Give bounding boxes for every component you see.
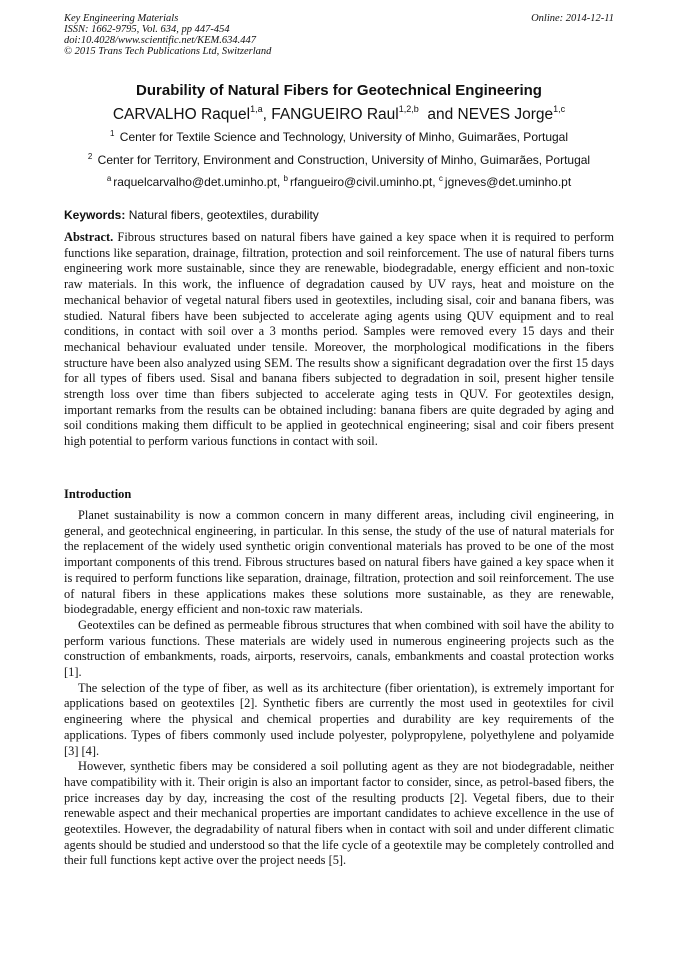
email-superscript: a [106, 174, 112, 183]
author-superscript: 1,c [553, 104, 566, 114]
journal-name: Key Engineering Materials [64, 13, 179, 24]
doi-line[interactable]: doi:10.4028/www.scientific.net/KEM.634.447 [64, 35, 256, 46]
affiliation-text: Center for Textile Science and Technology, University of Minho, Guimarães, Portugal [119, 130, 569, 144]
author-superscript: 1,a [250, 104, 263, 114]
author-superscript: 1,2,b [398, 104, 419, 114]
keywords-text: Natural fibers, geotextiles, durability [128, 208, 319, 222]
affiliation-text: Center for Territory, Environment and Construction, University of Minho, Guimarães, Portugal [97, 153, 591, 167]
email-line [0, 174, 678, 189]
issn-line: ISSN: 1662-9795, Vol. 634, pp 447-454 [64, 24, 230, 35]
paragraph: Planet sustainability is now a common concern in many different areas, including civil engineering, in general, and geotechnical engineering, in particular. In this sense, the study of the use of natural materials for the replacement of the widely used synthetic origin conventional materials has proved to be one of the most important components of this trend. Fibrous structures based on natural fibers have gained a key space when it is required to perform functions like separation, drainage, filtration, protection and soil reinforcement. The use of natural fibers in these applications makes these solutions more sustainable, as they are renewable, biodegradable, energy efficient and non-toxic raw materials. [64, 508, 614, 617]
affiliation-superscript: 1 [109, 129, 115, 138]
email-address[interactable]: jgneves@det.uminho.pt [444, 175, 572, 189]
affiliation-1 [0, 129, 678, 144]
abstract-label: Abstract. [64, 230, 114, 244]
introduction-heading: Introduction [64, 487, 132, 501]
affiliation-2 [0, 152, 678, 167]
affiliation-superscript: 2 [87, 152, 93, 161]
email-superscript: b [283, 174, 288, 183]
introduction-body [64, 508, 614, 869]
abstract [64, 230, 614, 450]
journal-header [64, 13, 271, 57]
paragraph: However, synthetic fibers may be considered a soil polluting agent as they are not biodegradable, neither have compatibility with it. Their origin is also an important factor to consider, since, as petrol-based fibers, the price increases day by day, increasing the cost of the resulting products [2]. Vegetal fibers, due to their renewable aspect and their mechanical properties are important candidates to achieve excellence in the use of geotextiles. However, the degradability of natural fibers when in contact with soil and under different climatic agents should be studied and understood so that the life cycle of a geotextile may be completely controlled and their full functions kept active over the project needs [5]. [64, 759, 614, 868]
author-list [0, 104, 678, 124]
abstract-text: Fibrous structures based on natural fibers have gained a key space when it is required to perform functions like separation, drainage, filtration, protection and soil reinforcement. The use of natural fibers turns engineering work more sustainable, since they are renewable, biodegradable, energy efficient and non-toxic raw materials. In this work, the influence of degradation caused by UV rays, heat and moisture on the mechanical behavior of vegetal natural fibers used in geotextiles, including sisal, coir and banana fibers, was studied. Natural fibers have been subjected to accelerate aging agents using QUV equipment and to real conditions, in contact with soil over a 3 months period. Samples were removed every 15 days and their mechanical behaviour evaluated under tensile. Moreover, the morphological modifications in the fibers structure have been also analyzed using SEM. The results show a significant degradation over the first 15 days for all types of fibers used. Sisal and banana fibers subjected to degradation in soil, present higher tensile strength loss over time than fibers subjected to accelerate aging tests in QUV. For geotextiles design, important remarks from the results can be obtained including: banana fibers are quite degraded by aging and soil conditions making them difficult to be applied in geotechnical engineering; sisal and coir fibers present high potential to perform various functions in contact with soil. [64, 230, 614, 449]
email-address[interactable]: rfangueiro@civil.uminho.pt, [290, 175, 439, 189]
online-date: Online: 2014-12-11 [531, 13, 614, 24]
author-name: NEVES Jorge [457, 106, 554, 123]
email-address[interactable]: raquelcarvalho@det.uminho.pt, [113, 175, 284, 189]
keywords [64, 208, 319, 222]
keywords-label: Keywords: [64, 208, 126, 222]
author-separator: and [418, 106, 458, 123]
email-superscript: c [438, 174, 443, 183]
author-name: FANGUEIRO Raul [271, 106, 399, 123]
paragraph: Geotextiles can be defined as permeable fibrous structures that when combined with soil have the ability to perform various functions. These materials are widely used in numerous engineering projects such as the construction of embankments, roads, airports, reservoirs, canals, embankments and coastal protection works [1]. [64, 617, 614, 680]
paper-title: Durability of Natural Fibers for Geotechnical Engineering [136, 82, 542, 99]
paragraph: The selection of the type of fiber, as well as its architecture (fiber orientation), is extremely important for applications based on geotextiles [2]. Synthetic fibers are currently the most used in geotextiles for civil engineering where the physical and chemical properties and durability are key requirements of the applications. Types of fibers commonly used include polyester, polypropylene, polyethylene and polyamide [3] [4]. [64, 680, 614, 758]
author-separator: , [262, 106, 272, 123]
copyright-line: © 2015 Trans Tech Publications Ltd, Switzerland [64, 46, 272, 57]
author-name: CARVALHO Raquel [112, 106, 251, 123]
